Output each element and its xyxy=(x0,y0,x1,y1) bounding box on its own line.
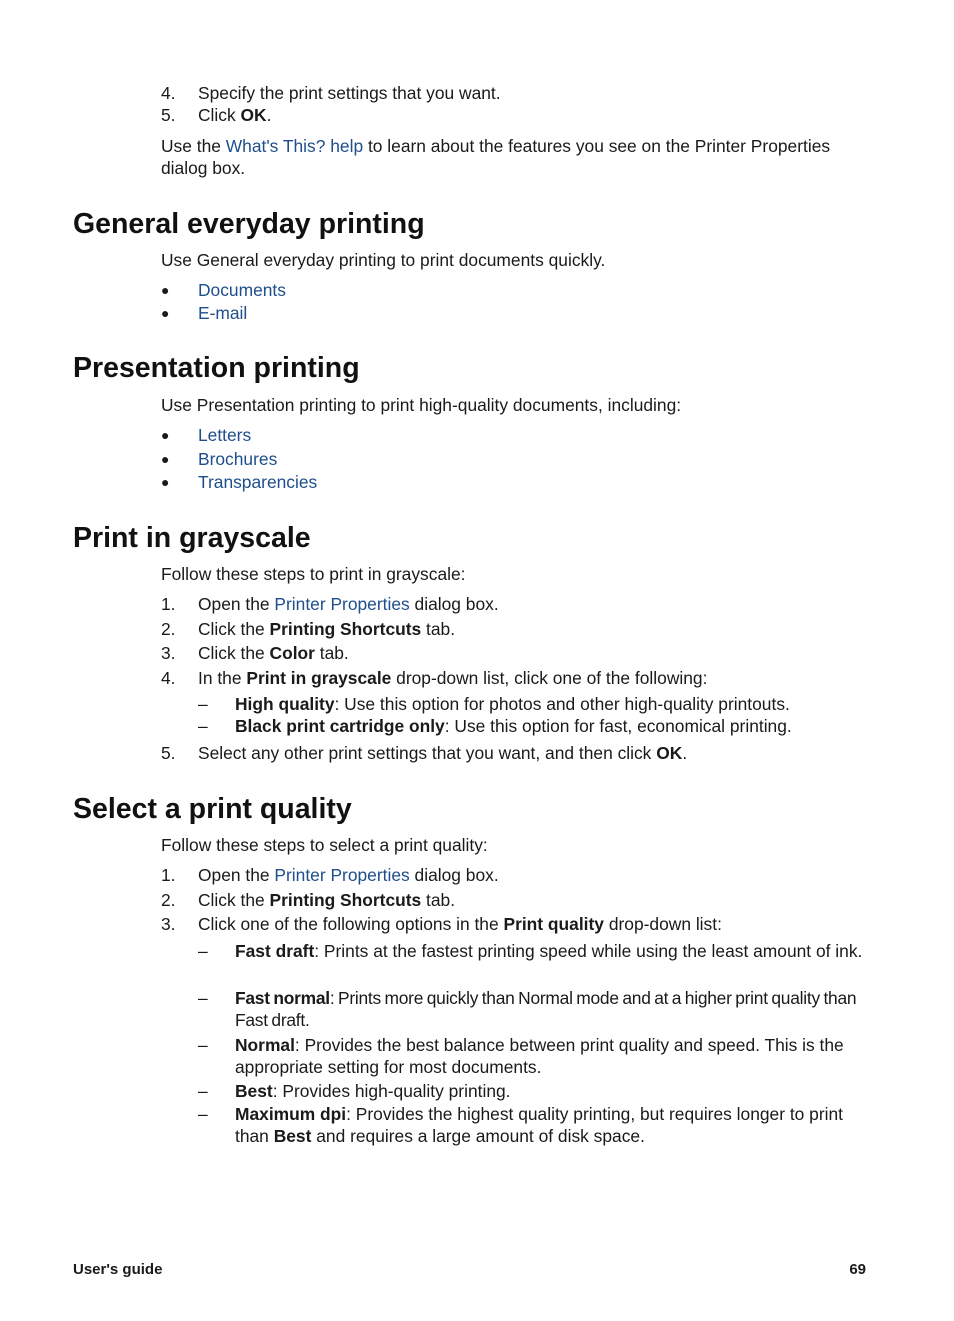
section-heading: General everyday printing xyxy=(73,208,425,240)
section-intro: Follow these steps to select a print quality: xyxy=(161,835,488,855)
section-heading: Print in grayscale xyxy=(73,522,311,554)
option-text: Black print cartridge only: Use this option for fast, economical printing. xyxy=(235,716,792,736)
bullet: ● xyxy=(161,427,170,443)
option-dash: – xyxy=(198,988,208,1008)
bullet: ● xyxy=(161,282,170,298)
option-text: Normal: Provides the best balance between print quality and speed. This is the appropriate setting for most documents. xyxy=(235,1035,844,1077)
step-number: 2. xyxy=(161,890,176,910)
step-number: 5. xyxy=(161,105,176,125)
transparencies-link[interactable]: Transparencies xyxy=(198,472,318,492)
step-text: In the Print in grayscale drop-down list, click one of the following: xyxy=(198,668,708,688)
option-text: Fast draft: Prints at the fastest printing speed while using the least amount of ink. xyxy=(235,941,863,961)
step-text: Click OK. xyxy=(198,105,272,125)
brochures-link[interactable]: Brochures xyxy=(198,449,278,469)
intro-paragraph: Use the What's This? help to learn about the features you see on the Printer Properties dialog box. xyxy=(161,136,831,178)
step-number: 4. xyxy=(161,83,176,103)
printer-properties-link[interactable]: Printer Properties xyxy=(274,865,410,885)
option-text: High quality: Use this option for photos and other high-quality printouts. xyxy=(235,694,790,714)
step-text: Click one of the following options in the Print quality drop-down list: xyxy=(198,914,722,934)
section-heading: Select a print quality xyxy=(73,793,352,825)
section-intro: Use Presentation printing to print high-quality documents, including: xyxy=(161,395,682,415)
printer-properties-link[interactable]: Printer Properties xyxy=(274,594,410,614)
step-number: 3. xyxy=(161,914,176,934)
option-dash: – xyxy=(198,1104,208,1124)
step-number: 4. xyxy=(161,668,176,688)
option-text: Best: Provides high-quality printing. xyxy=(235,1081,511,1101)
option-text: Maximum dpi: Provides the highest quality printing, but requires longer to print than Best and requires a large amount of disk space. xyxy=(235,1104,844,1146)
ok-label: OK xyxy=(240,105,267,125)
email-link[interactable]: E-mail xyxy=(198,303,248,323)
letters-link[interactable]: Letters xyxy=(198,425,252,445)
option-dash: – xyxy=(198,1035,208,1055)
section-heading: Presentation printing xyxy=(73,352,360,384)
step-number: 2. xyxy=(161,619,176,639)
section-intro: Follow these steps to print in grayscale: xyxy=(161,564,466,584)
option-text: Fast normal: Prints more quickly than Normal mode and at a higher print quality than Fast draft. xyxy=(235,988,857,1030)
documents-link[interactable]: Documents xyxy=(198,280,286,300)
option-dash: – xyxy=(198,694,208,714)
step-text: Click the Color tab. xyxy=(198,643,349,663)
step-text: Specify the print settings that you want. xyxy=(198,83,501,103)
step-number: 5. xyxy=(161,743,176,763)
step-number: 3. xyxy=(161,643,176,663)
page-number: 69 xyxy=(849,1261,866,1278)
option-dash: – xyxy=(198,1081,208,1101)
whats-this-help-link[interactable]: What's This? help xyxy=(225,136,364,156)
option-dash: – xyxy=(198,716,208,736)
step-text: Open the Printer Properties dialog box. xyxy=(198,594,499,614)
bullet: ● xyxy=(161,305,170,321)
section-intro: Use General everyday printing to print documents quickly. xyxy=(161,250,606,270)
step-text: Click the Printing Shortcuts tab. xyxy=(198,619,456,639)
step-text: Click the Printing Shortcuts tab. xyxy=(198,890,456,910)
step-text: Open the Printer Properties dialog box. xyxy=(198,865,499,885)
footer-title: User's guide xyxy=(73,1261,163,1278)
step-number: 1. xyxy=(161,865,176,885)
bullet: ● xyxy=(161,451,170,467)
bullet: ● xyxy=(161,474,170,490)
step-number: 1. xyxy=(161,594,176,614)
step-text: Select any other print settings that you want, and then click OK. xyxy=(198,743,688,763)
option-dash: – xyxy=(198,941,208,961)
